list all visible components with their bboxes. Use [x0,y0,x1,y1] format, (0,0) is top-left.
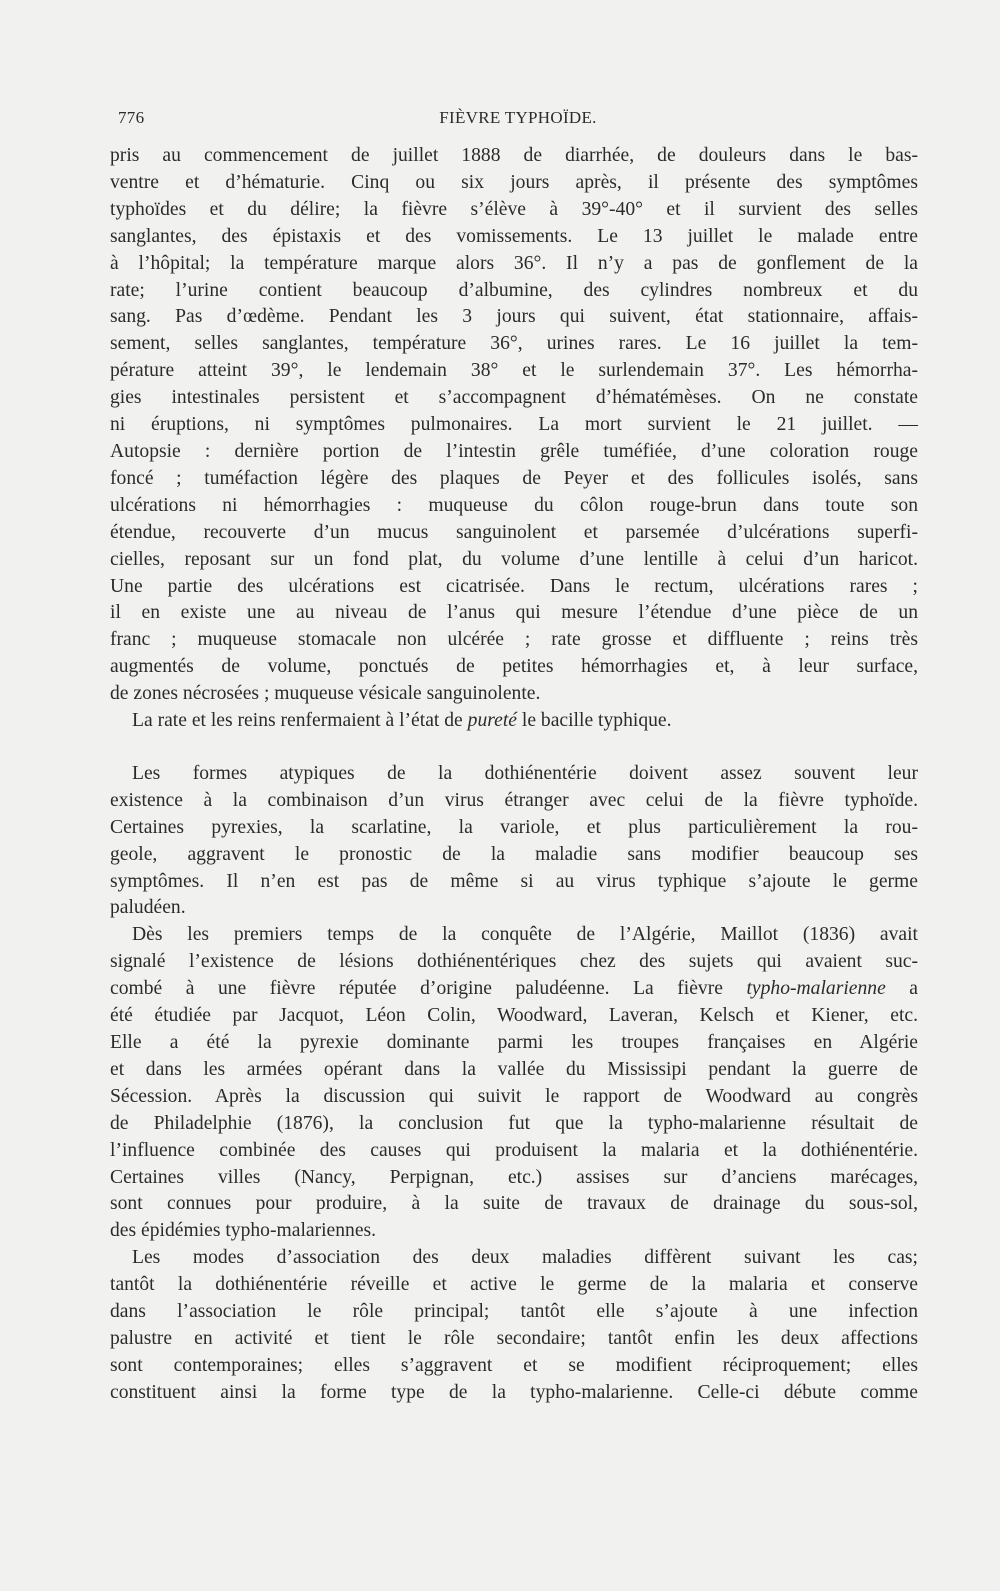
text-fragment: le bacille typhique. [516,710,672,732]
text-line: Dès les premiers temps de la conquête de l’Algérie, Maillot (1836) avait [132,924,918,946]
text-fragment: La rate et les reins renfermaient à l’état de [132,710,468,732]
text-line: foncé ; tuméfaction légère des plaques de Peyer et des follicules isolés, sans [110,467,918,489]
paragraph-case-report [110,143,918,708]
italic-term: pureté [467,710,517,732]
text-line: rate; l’urine contient beaucoup d’albumine, des cylindres nombreux et du [110,279,918,301]
text-line: de Philadelphie (1876), la conclusion fut que la typho-malarienne résultait de [110,1112,918,1134]
text-line: Une partie des ulcérations est cicatrisée. Dans le rectum, ulcérations rares ; [110,575,918,597]
text-line: étendue, recouverte d’un mucus sanguinolent et parsemée d’ulcérations superfi- [110,521,918,543]
text-line: existence à la combinaison d’un virus étranger avec celui de la fièvre typhoïde. [110,789,918,811]
text-line: gies intestinales persistent et s’accompagnent d’hématémèses. On ne constate [110,387,918,409]
text-line: l’influence combinée des causes qui produisent la malaria et la dothiénentérie. [110,1139,918,1161]
text-line: Autopsie : dernière portion de l’intestin grêle tuméfiée, d’une coloration rouge [110,440,918,462]
text-line: pris au commencement de juillet 1888 de diarrhée, de douleurs dans le bas- [110,145,918,166]
text-line: signalé l’existence de lésions dothiénentériques chez des sujets qui avaient suc- [110,951,918,973]
text-line: paludéen. [110,897,186,919]
text-line: Certaines pyrexies, la scarlatine, la variole, et plus particulièrement la rou- [110,816,918,838]
text-line: ni éruptions, ni symptômes pulmonaires. La mort survient le 21 juillet. — [110,414,918,436]
text-fragment: combé à une fièvre réputée d’origine paludéenne. La fièvre [110,978,747,1000]
text-line: à l’hôpital; la température marque alors 36°. Il n’y a pas de gonflement de la [110,252,918,274]
italic-term: typho-malarienne [746,978,886,1000]
text-line: de zones nécrosées ; muqueuse vésicale sanguinolente. [110,683,541,705]
text-line: dans l’association le rôle principal; tantôt elle s’ajoute à une infection [110,1301,918,1323]
running-title: FIÈVRE TYPHOÏDE. [439,108,597,127]
text-line: sement, selles sanglantes, température 36°, urines rares. Le 16 juillet la tem- [110,333,918,355]
paragraph-algeria [110,922,918,1245]
text-fragment: a [885,978,918,1000]
text-line: Les modes d’association des deux maladies diffèrent suivant les cas; [132,1247,918,1269]
paragraph-atypical-forms [110,761,918,922]
text-line: sont contemporaines; elles s’aggravent et se modifient réciproquement; elles [110,1354,918,1376]
text-line: des épidémies typho-malariennes. [110,1220,377,1242]
text-line: Les formes atypiques de la dothiénentérie doivent assez souvent leur [132,762,918,784]
page-number: 776 [118,108,145,127]
text-line: sont connues pour produire, à la suite de travaux de drainage du sous-sol, [110,1193,918,1215]
text-line: Sécession. Après la discussion qui suivit le rapport de Woodward au congrès [110,1085,918,1107]
text-line: franc ; muqueuse stomacale non ulcérée ; rate grosse et diffluente ; reins très [110,629,918,651]
text-line: et dans les armées opérant dans la vallée du Mississipi pendant la guerre de [110,1058,918,1080]
text-line: tantôt la dothiénentérie réveille et active le germe de la malaria et conserve [110,1274,918,1296]
text-line: pérature atteint 39°, le lendemain 38° et le surlendemain 37°. Les hémorrha- [110,360,918,382]
text-line: geole, aggravent le pronostic de la maladie sans modifier beaucoup ses [110,843,918,865]
text-line: il en existe une au niveau de l’anus qui mesure l’étendue d’une pièce de un [110,602,918,624]
running-header [118,108,918,134]
text-line: Certaines villes (Nancy, Perpignan, etc.) assises sur d’anciens marécages, [110,1166,918,1188]
text-line: typhoïdes et du délire; la fièvre s’élève à 39°-40° et il survient des selles [110,198,918,220]
text-line: sanglantes, des épistaxis et des vomissements. Le 13 juillet le malade entre [110,225,918,247]
text-line: cielles, reposant sur un fond plat, du volume d’une lentille à celui d’un haricot. [110,548,918,570]
paragraph-bacille [110,708,918,735]
main-text [110,143,918,1407]
paragraph-gap [110,735,918,761]
text-line: augmentés de volume, ponctués de petites hémorrhagies et, à leur surface, [110,656,918,678]
text-line: symptômes. Il n’en est pas de même si au virus typhique s’ajoute le germe [110,870,918,892]
text-line: palustre en activité et tient le rôle secondaire; tantôt enfin les deux affections [110,1327,918,1349]
text-line: Elle a été la pyrexie dominante parmi les troupes françaises en Algérie [110,1032,918,1053]
paragraph-association-modes [110,1245,918,1406]
text-line: sang. Pas d’œdème. Pendant les 3 jours qui suivent, état stationnaire, affais- [110,306,918,328]
text-line: constituent ainsi la forme type de la typho-malarienne. Celle-ci débute comme [110,1381,918,1403]
text-line: été étudiée par Jacquot, Léon Colin, Woodward, Laveran, Kelsch et Kiener, etc. [110,1005,918,1027]
text-line: ulcérations ni hémorrhagies : muqueuse du côlon rouge-brun dans toute son [110,494,918,516]
text-line: ventre et d’hématurie. Cinq ou six jours après, il présente des symptômes [110,171,918,193]
text-line [110,976,918,1003]
text-line [110,708,918,735]
